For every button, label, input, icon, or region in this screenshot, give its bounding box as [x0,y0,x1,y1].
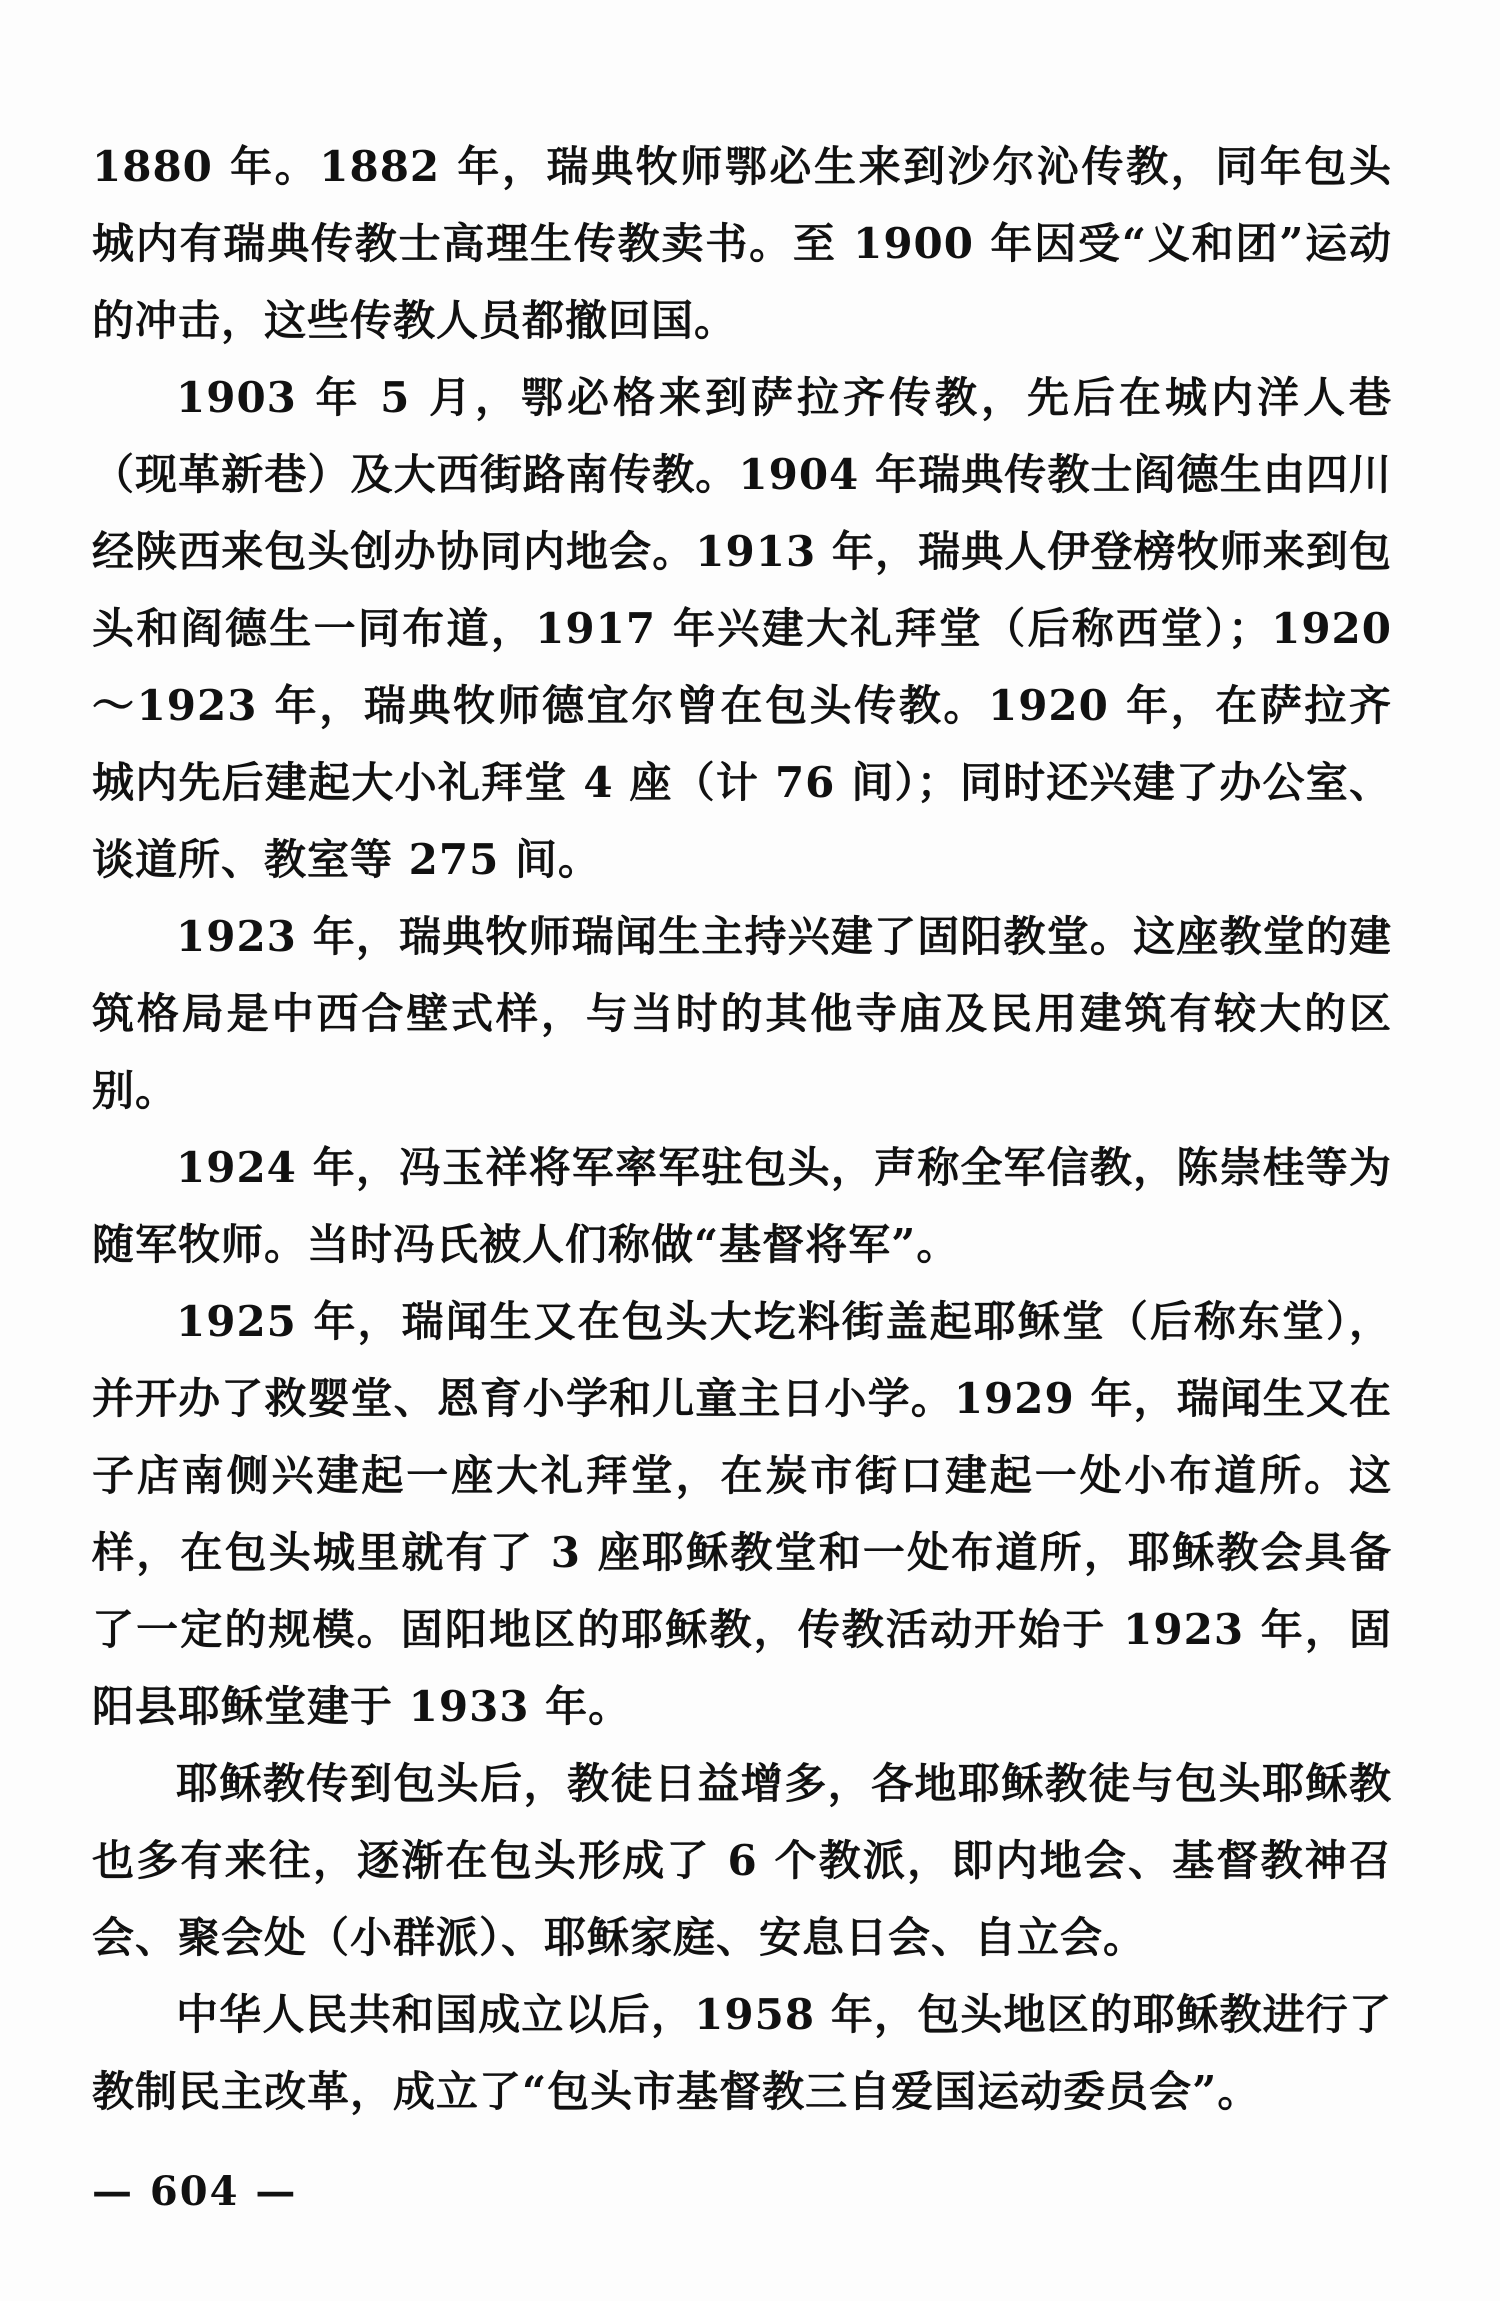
paragraph-7: 中华人民共和国成立以后，1958 年，包头地区的耶稣教进行了教制民主改革，成立了“包头市基督教三自爱国运动委员会”。 [92,1990,1392,2116]
paragraph-2: 1903 年 5 月，鄂必格来到萨拉齐传教，先后在城内洋人巷（现革新巷）及大西街路南传教。1904 年瑞典传教士阎德生由四川经陕西来包头创办协同内地会。1913 年，瑞典人伊登榜牧师来到包头和阎德生一同布道，1917 年兴建大礼拜堂（后称西堂）；1920～1923 年，瑞典牧师德宜尔曾在包头传教。1920 年，在萨拉齐城内先后建起大小礼拜堂 4 座（计 76 间）；同时还兴建了办公室、谈道所、教室等 275 间。 [92,373,1392,884]
paragraph-5: 1925 年，瑞闻生又在包头大圪料街盖起耶稣堂（后称东堂），并开办了救婴堂、恩育小学和儿童主日小学。1929 年，瑞闻生又在子店南侧兴建起一座大礼拜堂，在炭市街口建起一处小布道所。这样，在包头城里就有了 3 座耶稣教堂和一处布道所，耶稣教会具备了一定的规模。固阳地区的耶稣教，传教活动开始于 1923 年，固阳县耶稣堂建于 1933 年。 [92,1297,1392,1731]
page-number: — 604 — [92,2168,298,2215]
paragraph-6: 耶稣教传到包头后，教徒日益增多，各地耶稣教徒与包头耶稣教也多有来往，逐渐在包头形成了 6 个教派，即内地会、基督教神召会、聚会处（小群派）、耶稣家庭、安息日会、自立会。 [92,1759,1392,1962]
paragraph-4: 1924 年，冯玉祥将军率军驻包头，声称全军信教，陈崇桂等为随军牧师。当时冯氏被人们称做“基督将军”。 [92,1143,1392,1269]
paragraph-3: 1923 年，瑞典牧师瑞闻生主持兴建了固阳教堂。这座教堂的建筑格局是中西合壁式样，与当时的其他寺庙及民用建筑有较大的区别。 [92,912,1392,1115]
paragraph-1: 1880 年。1882 年，瑞典牧师鄂必生来到沙尔沁传教，同年包头城内有瑞典传教士高理生传教卖书。至 1900 年因受“义和团”运动的冲击，这些传教人员都撤回国。 [92,142,1392,345]
body-text [92,128,1392,2130]
